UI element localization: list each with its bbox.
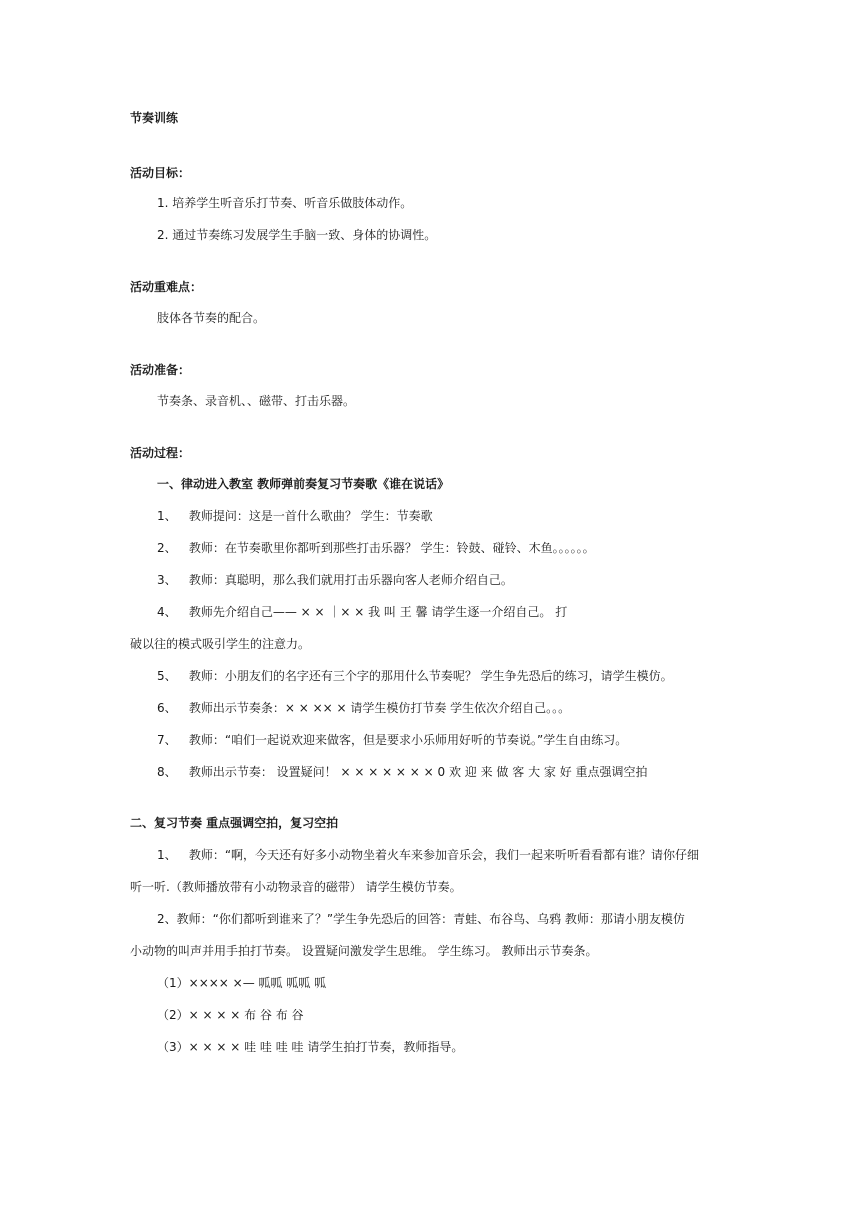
item-text: 教师：“咱们一起说欢迎来做客，但是要求小乐师用好听的节奏说。”学生自由练习。: [188, 733, 628, 747]
item-number: 3、: [157, 573, 177, 587]
item-text: 教师先介绍自己—— × × ｜× × 我 叫 王 馨 请学生逐一介绍自己。 打: [188, 605, 568, 619]
item-number: 6、: [157, 701, 177, 715]
rhythm-pattern-3: （3）× × × × 哇 哇 哇 哇 请学生拍打节奏，教师指导。: [157, 1040, 464, 1054]
part2-item-1-continuation: 听一听.（教师播放带有小动物录音的磁带） 请学生模仿节奏。: [130, 880, 462, 894]
item-text: 教师：小朋友们的名字还有三个字的那用什么节奏呢？ 学生争先恐后的练习，请学生模仿。: [188, 669, 673, 683]
goal-text: 培养学生听音乐打节奏、听音乐做肢体动作。: [172, 196, 413, 210]
item-number: 2、: [157, 912, 177, 926]
prep-text: 节奏条、录音机、、磁带、打击乐器。: [157, 394, 356, 408]
rhythm-pattern-2: （2）× × × × 布 谷 布 谷: [157, 1008, 304, 1022]
rhythm-pattern-1: （1）×××× ×— 呱呱 呱呱 呱: [157, 976, 327, 990]
item-text: 教师：在节奏歌里你都听到那些打击乐器？ 学生：铃鼓、碰铃、木鱼。。。。。。: [188, 541, 595, 555]
difficulty-heading: 活动重难点：: [130, 280, 203, 294]
part1-heading: 一、律动进入教室 教师弹前奏复习节奏歌《谁在说话》: [157, 477, 450, 491]
part1-item-4-continuation: 破以往的模式吸引学生的注意力。: [130, 637, 311, 651]
goal-text: 通过节奏练习发展学生手脑一致、身体的协调性。: [172, 228, 437, 242]
goals-heading: 活动目标：: [130, 166, 191, 180]
part1-item-3: [157, 572, 513, 588]
item-text: 教师出示节奏条：× × ×× × 请学生模仿打节奏 学生依次介绍自己。。。: [188, 701, 571, 715]
difficulty-text: 肢体各节奏的配合。: [157, 311, 266, 325]
item-number: 8、: [157, 765, 177, 779]
goal-item-1: [157, 195, 412, 211]
item-text: 教师：真聪明，那么我们就用打击乐器向客人老师介绍自己。: [188, 573, 513, 587]
part1-item-6: [157, 700, 570, 716]
item-text: 教师出示节奏： 设置疑问！ × × × × × × × 0 欢 迎 来 做 客 大 家 好 重点强调空拍: [188, 765, 648, 779]
goal-number: 2.: [157, 228, 169, 242]
item-number: 4、: [157, 605, 177, 619]
goal-number: 1.: [157, 196, 169, 210]
item-text: 教师：“你们都听到谁来了？”学生争先恐后的回答：青蛙、布谷鸟、乌鸦 教师：那请小朋友模仿: [176, 912, 685, 926]
item-number: 2、: [157, 541, 177, 555]
part1-item-5: [157, 668, 673, 684]
part2-item-2-continuation: 小动物的叫声并用手拍打节奏。 设置疑问激发学生思维。 学生练习。 教师出示节奏条。: [130, 944, 598, 958]
part1-item-4: [157, 604, 567, 620]
document-title: 节奏训练: [130, 111, 179, 125]
prep-heading: 活动准备：: [130, 363, 191, 377]
item-number: 1、: [157, 848, 177, 862]
part1-item-1: [157, 508, 433, 524]
item-text: 教师：“啊，今天还有好多小动物坐着火车来参加音乐会，我们一起来听听看看都有谁？请你仔细: [188, 848, 700, 862]
part1-item-2: [157, 540, 595, 556]
part2-heading: 二、复习节奏 重点强调空拍，复习空拍: [130, 816, 339, 830]
part1-item-8: [157, 764, 648, 780]
item-number: 5、: [157, 669, 177, 683]
goal-item-2: [157, 227, 436, 243]
item-number: 1、: [157, 509, 177, 523]
part1-item-7: [157, 732, 627, 748]
part2-item-2: [157, 911, 685, 927]
process-heading: 活动过程：: [130, 446, 191, 460]
item-number: 7、: [157, 733, 177, 747]
item-text: 教师提问：这是一首什么歌曲？ 学生：节奏歌: [188, 509, 433, 523]
part2-item-1: [157, 847, 699, 863]
